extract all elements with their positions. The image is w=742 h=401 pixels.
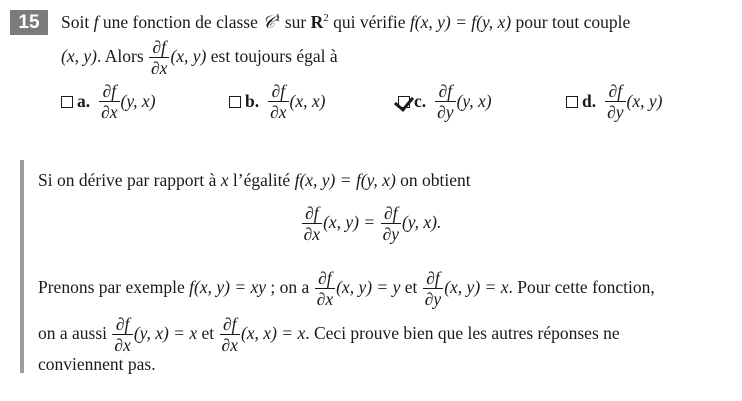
display-args-2: (y, x). — [401, 211, 442, 232]
explanation-line-5: conviennent pas. — [38, 354, 156, 374]
option-fraction — [605, 82, 625, 122]
option-fraction — [99, 82, 119, 122]
explanation-text: on obtient — [395, 170, 471, 190]
question-text: . Alors — [96, 45, 149, 66]
fraction-denominator: ∂x — [101, 102, 118, 123]
math-args: (x, y) — [170, 45, 207, 66]
option-args: (y, x) — [456, 91, 492, 112]
option-a[interactable] — [61, 82, 156, 122]
option-b[interactable] — [229, 82, 325, 122]
question-line-2 — [61, 38, 338, 78]
fraction-numerator: ∂f — [435, 82, 455, 102]
math-expr: (x, x) = x — [240, 322, 306, 343]
display-fraction-2 — [381, 204, 401, 244]
example-function: f(x, y) = xy — [189, 276, 267, 297]
math-expr: (y, x) = x — [133, 322, 198, 343]
partial-fraction — [149, 38, 169, 78]
explanation-text: . Ceci prouve bien que les autres réponses ne — [305, 322, 620, 343]
question-line-1 — [61, 12, 630, 33]
fraction-numerator: ∂f — [315, 269, 335, 289]
option-c[interactable] — [398, 82, 492, 122]
explanation-line-4 — [38, 315, 620, 355]
partial-fraction — [220, 315, 240, 355]
checkbox-d[interactable] — [566, 96, 578, 108]
partial-fraction — [112, 315, 132, 355]
display-fraction-1 — [302, 204, 322, 244]
partial-fraction — [423, 269, 443, 309]
explanation-text: Prenons par exemple — [38, 276, 190, 297]
question-text: une fonction de classe — [98, 12, 263, 32]
fraction-numerator: ∂f — [605, 82, 625, 102]
option-letter: a. — [77, 91, 91, 112]
checkbox-a[interactable] — [61, 96, 73, 108]
option-d[interactable] — [566, 82, 662, 122]
math-couple: (x, y) — [61, 45, 97, 66]
explanation-bar — [20, 160, 24, 373]
symmetry-equation: f(x, y) = f(y, x) — [409, 12, 512, 32]
question-text: Soit — [61, 12, 94, 32]
explanation-text: l’égalité — [228, 170, 295, 190]
explanation-text: ; on a — [266, 276, 314, 297]
fraction-numerator: ∂f — [268, 82, 288, 102]
option-args: (x, y) — [626, 91, 663, 112]
question-number-badge: 15 — [10, 10, 48, 35]
fraction-numerator: ∂f — [381, 204, 401, 224]
real-set-exponent: 2 — [323, 12, 329, 25]
class-exponent: 1 — [275, 12, 281, 25]
question-text: pour tout couple — [511, 12, 631, 32]
option-letter: b. — [245, 91, 260, 112]
fraction-denominator: ∂x — [114, 335, 131, 356]
partial-fraction — [315, 269, 335, 309]
fraction-denominator: ∂y — [437, 102, 454, 123]
math-x: x — [220, 170, 229, 190]
checkbox-c-checked[interactable] — [398, 96, 410, 108]
question-text: est toujours égal à — [206, 45, 338, 66]
option-letter: c. — [414, 91, 427, 112]
explanation-line-3 — [38, 269, 655, 309]
option-fraction — [268, 82, 288, 122]
fraction-denominator: ∂x — [221, 335, 238, 356]
checkbox-b[interactable] — [229, 96, 241, 108]
fraction-denominator: ∂y — [424, 289, 442, 310]
fraction-numerator: ∂f — [112, 315, 132, 335]
fraction-numerator: ∂f — [149, 38, 169, 58]
fraction-denominator: ∂y — [607, 102, 624, 123]
fraction-numerator: ∂f — [423, 269, 443, 289]
math-expr: (x, y) = x — [444, 276, 509, 297]
real-set-symbol: R — [310, 12, 324, 32]
fraction-denominator: ∂x — [151, 58, 168, 79]
explanation-text: et — [400, 276, 422, 297]
display-equation — [0, 204, 742, 244]
fraction-numerator: ∂f — [99, 82, 119, 102]
fraction-denominator: ∂x — [270, 102, 287, 123]
symmetry-equation: f(x, y) = f(y, x) — [294, 170, 396, 190]
explanation-line-1 — [38, 170, 471, 191]
math-expr: (x, y) = y — [336, 276, 401, 297]
class-symbol: 𝒞 — [262, 13, 275, 33]
fraction-denominator: ∂x — [316, 289, 334, 310]
option-args: (x, x) — [289, 91, 326, 112]
question-text: qui vérifie — [328, 12, 410, 32]
explanation-text: Si on dérive par rapport à — [38, 170, 221, 190]
explanation-text: on a aussi — [38, 322, 112, 343]
fraction-numerator: ∂f — [302, 204, 322, 224]
option-letter: d. — [582, 91, 597, 112]
explanation-text: . Pour cette fonction, — [508, 276, 655, 297]
option-fraction — [435, 82, 455, 122]
fraction-numerator: ∂f — [220, 315, 240, 335]
option-args: (y, x) — [120, 91, 156, 112]
math-f: f — [93, 12, 99, 32]
fraction-denominator: ∂x — [303, 224, 321, 245]
display-args-1: (x, y) = — [323, 211, 380, 232]
question-text: sur — [280, 12, 311, 32]
fraction-denominator: ∂y — [382, 224, 399, 245]
explanation-text: et — [197, 322, 219, 343]
